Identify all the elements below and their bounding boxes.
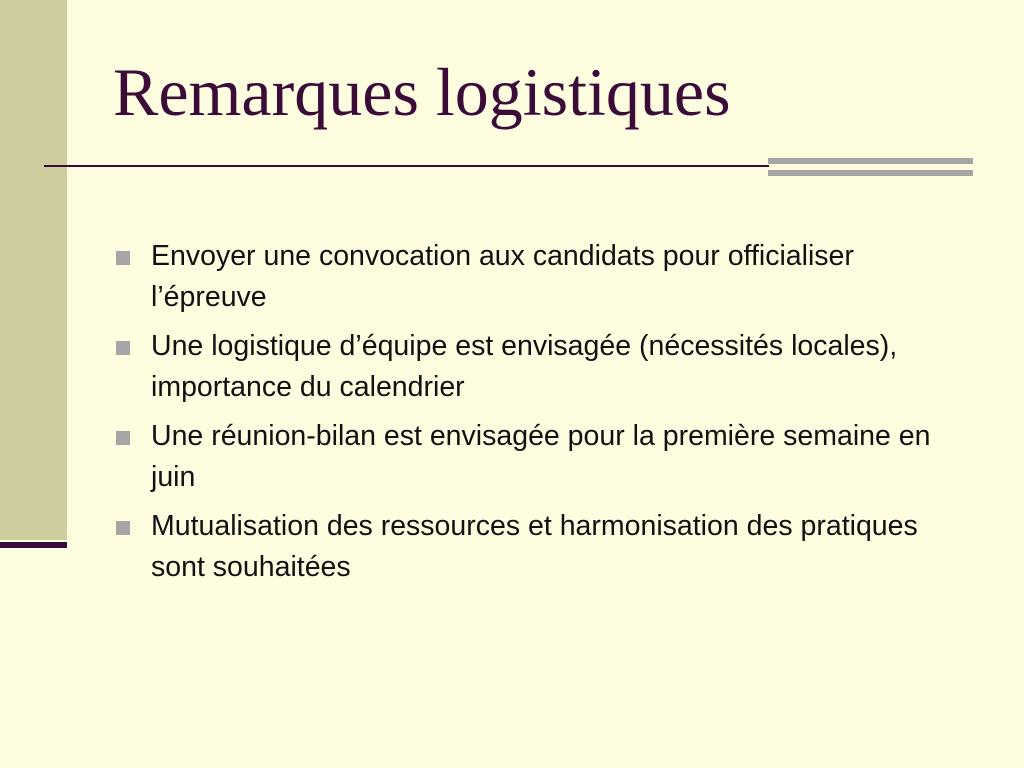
bullet-text: Envoyer une convocation aux candidats pour officialiser l’épreuve (151, 240, 854, 313)
side-decoration-underline (0, 542, 67, 548)
bullet-item (115, 236, 935, 318)
square-bullet-icon (116, 251, 130, 265)
bullet-item (115, 506, 935, 588)
bullet-text: Mutualisation des ressources et harmonisation des pratiques sont souhaitées (151, 510, 918, 583)
bullet-list (115, 236, 935, 596)
accent-bar-top (768, 158, 973, 164)
title-rule (44, 165, 769, 167)
accent-bar-bottom (768, 170, 973, 176)
square-bullet-icon (116, 521, 130, 535)
side-decoration-bar (0, 0, 67, 540)
bullet-item (115, 326, 935, 408)
square-bullet-icon (116, 341, 130, 355)
slide-title: Remarques logistiques (113, 54, 731, 130)
bullet-item (115, 416, 935, 498)
square-bullet-icon (116, 431, 130, 445)
bullet-text: Une réunion-bilan est envisagée pour la première semaine en juin (151, 420, 931, 493)
bullet-text: Une logistique d’équipe est envisagée (nécessités locales), importance du calendrier (151, 330, 898, 403)
